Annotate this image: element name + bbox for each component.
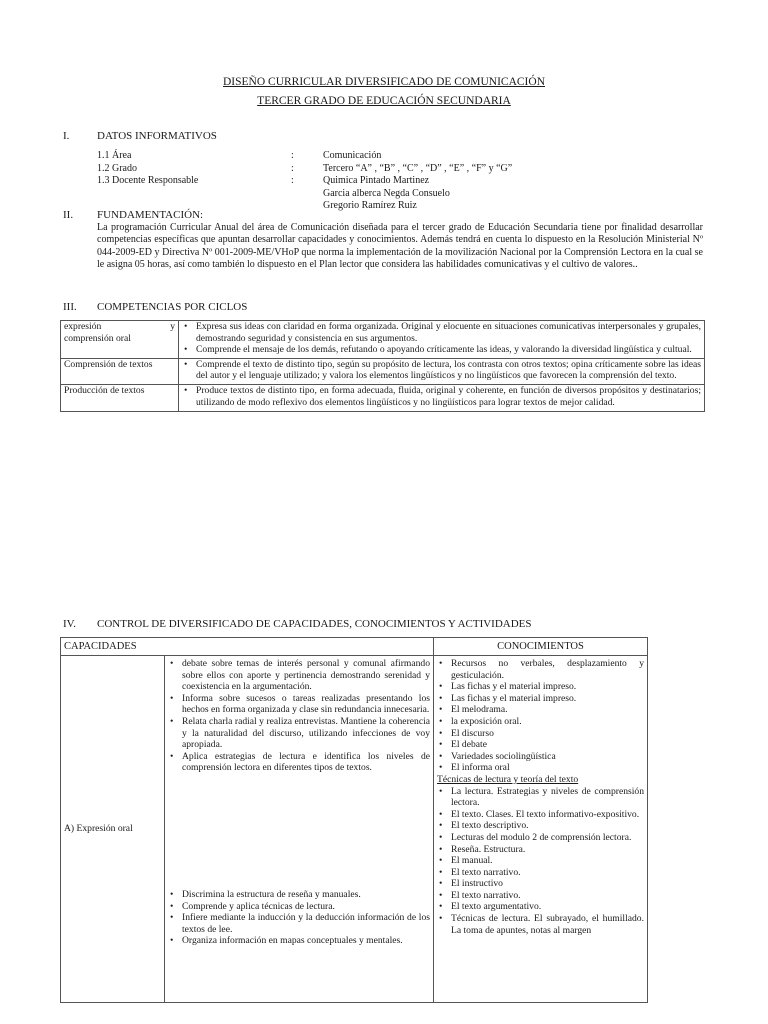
header-capacidades: CAPACIDADES bbox=[61, 638, 434, 656]
info-label-docente: 1.3 Docente Responsable bbox=[97, 175, 199, 186]
competencia-label bbox=[61, 321, 179, 359]
section-heading: FUNDAMENTACIÓN: bbox=[97, 209, 204, 221]
list-item: • Comprende y aplica técnicas de lectura. bbox=[182, 901, 430, 913]
list-item: • Variedades sociolingüística bbox=[451, 751, 644, 763]
info-values bbox=[323, 150, 512, 213]
list-item: • Relata charla radial y realiza entrevistas. Mantiene la coherencia y la naturalidad del discurso, utilizando infecciones de voy apropiada. bbox=[182, 716, 430, 751]
competencia-label-part: comprensión oral bbox=[64, 332, 131, 344]
conocimientos-cell bbox=[434, 656, 648, 1003]
capacidades-cell bbox=[165, 656, 434, 1003]
info-labels bbox=[97, 150, 198, 188]
competencia-label: Comprensión de textos bbox=[61, 358, 179, 384]
info-label-grado: 1.2 Grado bbox=[97, 162, 137, 174]
info-value-area: Comunicación bbox=[323, 150, 382, 161]
document-subtitle: TERCER GRADO DE EDUCACIÓN SECUNDARIA bbox=[257, 95, 511, 107]
list-item: • la exposición oral. bbox=[451, 716, 644, 728]
list-item: • El debate bbox=[451, 739, 644, 751]
list-item: • Las fichas y el material impreso. bbox=[451, 693, 644, 705]
header-conocimientos: CONOCIMIENTOS bbox=[434, 638, 648, 656]
subheading-tecnicas-lectura: Técnicas de lectura y teoría del texto bbox=[437, 773, 579, 785]
table-row bbox=[61, 656, 648, 1003]
list-item: • El texto narrativo. bbox=[451, 867, 644, 879]
competencia-items bbox=[179, 384, 705, 411]
section-number: IV. bbox=[63, 618, 76, 630]
info-value-docente-2: Garcia alberca Negda Consuelo bbox=[323, 187, 450, 199]
list-item: • El informa oral bbox=[451, 762, 644, 774]
section-number: II. bbox=[63, 209, 74, 221]
section-number: I. bbox=[63, 130, 70, 142]
info-colon: : bbox=[291, 150, 294, 161]
list-item: • El texto argumentativo. bbox=[451, 901, 644, 913]
list-item: • Lecturas del modulo 2 de comprensión lectora. bbox=[451, 832, 644, 844]
list-item: • Comprende el mensaje de los demás, refutando o apoyando críticamente las ideas, y valorando la diversidad lingüística y cultual. bbox=[196, 344, 701, 356]
list-item: • El texto narrativo. bbox=[451, 890, 644, 902]
competencia-label-part: expresión bbox=[64, 321, 102, 332]
section-heading: CONTROL DE DIVERSIFICADO DE CAPACIDADES, CONOCIMIENTOS Y ACTIVIDADES bbox=[97, 618, 532, 630]
list-item: • Comprende el texto de distinto tipo, según su propósito de lectura, los contrasta con otros textos; opina críticamente sobre las ideas del autor y el lenguaje utilizado; y valora los elementos lingüísticos y no lingüísticos que favorecen la comprensión del texto. bbox=[196, 359, 701, 382]
fundamentacion-paragraph: La programación Curricular Anual del área de Comunicación diseñada para el tercer grado de Educación Secundaria tiene por finalidad desarrollar competencias específicas que apuntan desarrollar capacidades y conocimientos. Además tendrá en cuenta lo dispuesto en la Resolución Ministerial Nº 044-2009-ED y Directiva Nº 001-2009-ME/VHoP que norma la implementación de la movilización Nacional por la Comprensión Lectora en la cual se le asigna 05 horas, así como también lo dispuesto en el Plan lector que considera las habilidades comunicativas y el cultivo de valores.. bbox=[97, 222, 703, 270]
list-item: • Técnicas de lectura. El subrayado, el humillado. La toma de apuntes, notas al margen bbox=[451, 913, 644, 936]
list-item: • El manual. bbox=[451, 855, 644, 867]
list-item: • El melodrama. bbox=[451, 704, 644, 716]
table-row bbox=[61, 384, 705, 411]
list-item: • Discrimina la estructura de reseña y manuales. bbox=[182, 889, 430, 901]
list-item: • Organiza información en mapas conceptuales y mentales. bbox=[182, 935, 430, 947]
competencias-table bbox=[60, 320, 705, 412]
competencia-label-part: y bbox=[170, 321, 175, 332]
competencia-items bbox=[179, 321, 705, 359]
list-item: • El texto. Clases. El texto informativo-expositivo. bbox=[451, 809, 644, 821]
list-item: • Expresa sus ideas con claridad en forma organizada. Original y elocuente en situaciones comunicativas interpersonales y grupales, demostrando seguridad y consistencia en sus argumentos. bbox=[196, 321, 701, 344]
list-item: • Infiere mediante la inducción y la deducción información de los textos de lee. bbox=[182, 912, 430, 935]
list-item: • debate sobre temas de interés personal y comunal afirmando sobre ellos con aporte y pertinencia demostrando serenidad y coexistencia en la argumentación. bbox=[182, 658, 430, 693]
section-heading: COMPETENCIAS POR CICLOS bbox=[97, 301, 248, 313]
section-heading: DATOS INFORMATIVOS bbox=[97, 130, 217, 142]
row-label-expresion-oral: A) Expresión oral bbox=[61, 656, 165, 1003]
list-item: • La lectura. Estrategias y niveles de comprensión lectora. bbox=[451, 786, 644, 809]
list-item: • Informa sobre sucesos o tareas realizadas presentando los hechos en forma organizada y clase sin redundancia innecesaria. bbox=[182, 693, 430, 716]
info-value-docente-1: Quimica Pintado Martinez bbox=[323, 175, 430, 186]
list-item: • Recursos no verbales, desplazamiento y gesticulación. bbox=[451, 658, 644, 681]
info-colon: : bbox=[291, 175, 294, 186]
info-label-area: 1.1 Área bbox=[97, 150, 132, 161]
competencia-items bbox=[179, 358, 705, 384]
document-title: DISEÑO CURRICULAR DIVERSIFICADO DE COMUNICACIÓN bbox=[222, 76, 545, 88]
section-number: III. bbox=[63, 301, 77, 313]
table-header-row bbox=[61, 638, 648, 656]
list-item: • El texto descriptivo. bbox=[451, 820, 644, 832]
list-item: • Aplica estrategias de lectura e identifica los niveles de comprensión lectora en diferentes tipos de textos. bbox=[182, 751, 430, 774]
info-value-docente-3: Gregorio Ramírez Ruiz bbox=[323, 200, 417, 211]
info-value-grado: Tercero “A” , “B” , “C” , “D” , “E” , “F” y “G” bbox=[323, 162, 513, 174]
list-item: • Produce textos de distinto tipo, en forma adecuada, fluida, original y coherente, en función de diversos propósitos y destinatarios; utilizando de modo reflexivo dos elementos lingüísticos y no lingüísticos para lograr textos de mejor calidad. bbox=[196, 385, 701, 408]
list-item: • El discurso bbox=[451, 728, 644, 740]
list-item: • El instructivo bbox=[451, 878, 644, 890]
competencia-label: Producción de textos bbox=[61, 384, 179, 411]
list-item: • Reseña. Estructura. bbox=[451, 844, 644, 856]
list-item: • Las fichas y el material impreso. bbox=[451, 681, 644, 693]
info-colons bbox=[291, 150, 294, 188]
info-colon: : bbox=[291, 162, 294, 174]
control-table bbox=[60, 637, 648, 1003]
table-row bbox=[61, 358, 705, 384]
table-row bbox=[61, 321, 705, 359]
